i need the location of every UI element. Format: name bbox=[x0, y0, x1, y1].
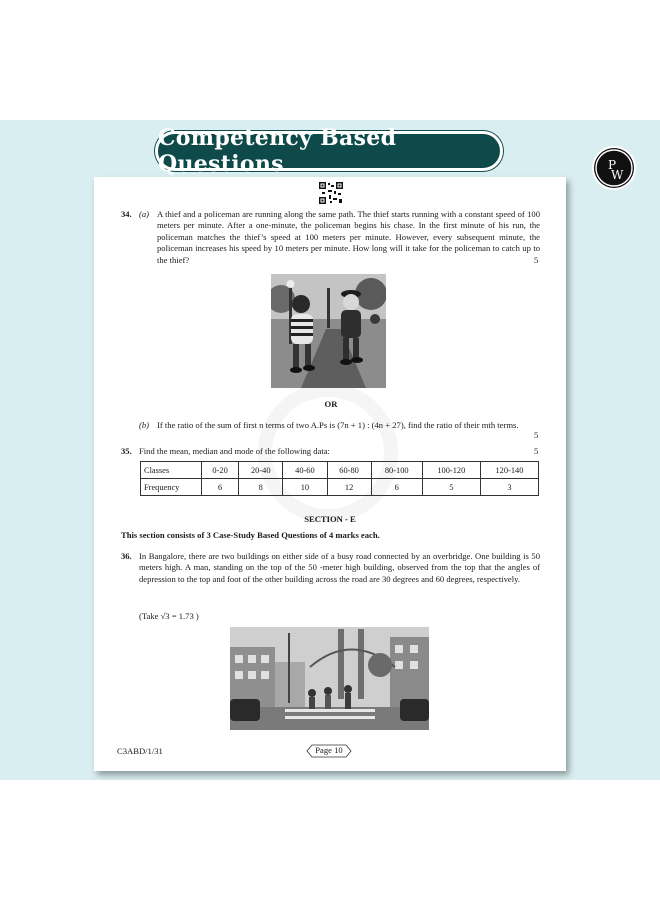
table-cell: 0-20 bbox=[202, 462, 239, 479]
table-cell: 10 bbox=[283, 479, 327, 496]
q35-number: 35. bbox=[121, 446, 132, 456]
street-scene-image bbox=[230, 627, 429, 730]
q34-part-b-marks: 5 bbox=[534, 430, 539, 440]
q36-take-note: (Take √3 = 1.73 ) bbox=[139, 611, 199, 621]
table-cell: 60-80 bbox=[327, 462, 371, 479]
frequency-table bbox=[140, 461, 539, 496]
pw-logo-icon bbox=[594, 148, 634, 188]
q36-number: 36. bbox=[121, 551, 132, 561]
table-cell: 80-100 bbox=[371, 462, 422, 479]
or-label: OR bbox=[324, 399, 338, 409]
pw-logo bbox=[594, 148, 634, 188]
street-scene-illustration bbox=[230, 627, 429, 730]
title-banner bbox=[155, 125, 503, 177]
table-header-classes: Classes bbox=[141, 462, 202, 479]
table-cell: 40-60 bbox=[283, 462, 327, 479]
table-cell: 12 bbox=[327, 479, 371, 496]
q34-part-b-label: (b) bbox=[139, 420, 150, 430]
table-cell: 120-140 bbox=[480, 462, 538, 479]
section-title: SECTION - E bbox=[304, 514, 356, 524]
q34-part-a-text: A thief and a policeman are running along the same path. The thief starts running with a constant speed of 100 meters per minute. After a one-minute, the policeman begins his chase. In the first minute of his run, the policeman matches the thief’s speed at 100 meters per minute. However, every subsequent minute, the policeman increases his speed by 10 meters per minute. How long will it take for the policeman to catch up to the thief? bbox=[157, 209, 540, 265]
section-intro: This section consists of 3 Case-Study Based Questions of 4 marks each. bbox=[121, 530, 380, 540]
table-cell: 8 bbox=[239, 479, 283, 496]
table-cell: 3 bbox=[480, 479, 538, 496]
q34-part-a-label: (a) bbox=[139, 209, 150, 219]
paper-code: C3ABD/1/31 bbox=[117, 746, 163, 756]
svg-text:P: P bbox=[608, 158, 617, 172]
table-cell: 20-40 bbox=[239, 462, 283, 479]
q35-text: Find the mean, median and mode of the following data: bbox=[139, 446, 330, 456]
q36-text: In Bangalore, there are two buildings on either side of a busy road connected by an overbridge. One building is 50 meters high. A man, standing on the top of the 50 -meter high building, observed from the top that the angles of depression to the top and foot of the other building across the road are 30 degrees and 60 degrees, respectively. bbox=[139, 551, 540, 584]
table-header-frequency: Frequency bbox=[141, 479, 202, 496]
table-cell: 6 bbox=[371, 479, 422, 496]
q34-part-b-text: If the ratio of the sum of first n terms of two A.Ps is (7n + 1) : (4n + 27), find the ratio of their mth terms. bbox=[157, 420, 519, 430]
svg-text:W: W bbox=[611, 168, 624, 182]
page-number: Page 10 bbox=[315, 745, 343, 755]
q35-marks: 5 bbox=[534, 446, 539, 456]
thief-policeman-image bbox=[271, 274, 386, 388]
qr-code-icon bbox=[318, 181, 344, 205]
table-row bbox=[141, 479, 539, 496]
q34-part-a-marks: 5 bbox=[534, 255, 539, 265]
table-cell: 6 bbox=[202, 479, 239, 496]
table-row bbox=[141, 462, 539, 479]
q34-number: 34. bbox=[121, 209, 132, 219]
table-cell: 100-120 bbox=[422, 462, 480, 479]
table-cell: 5 bbox=[422, 479, 480, 496]
thief-policeman-illustration bbox=[271, 274, 386, 388]
banner-title: Competency Based Questions bbox=[158, 125, 397, 177]
